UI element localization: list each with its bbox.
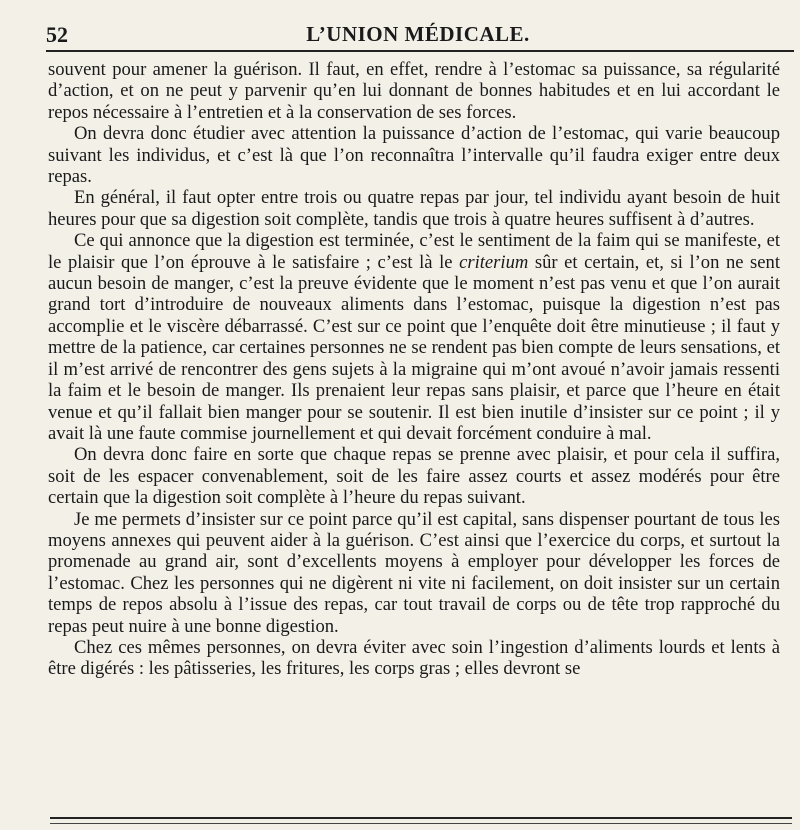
paragraph-4-part-1: Ce qui annonce que la digestion est terminée, c’est le sentiment de la faim qui se manifeste, et le plaisir que l’on éprouve à le satisfaire ; c’est là le: [48, 230, 780, 273]
paragraph-1: souvent pour amener la guérison. Il faut, en effet, rendre à l’estomac sa puissance, sa régularité d’action, et on ne peut y parvenir qu’en lui donnant de bonnes habitudes et en lui accordant le repos nécessaire à l’entretien et à la conservation de ses forces.: [48, 59, 780, 123]
paragraph-5: On devra donc faire en sorte que chaque repas se prenne avec plaisir, et pour cela il suffira, soit de les espacer convenablement, soit de les faire assez courts et assez modérés pour être certain que la digestion soit complète à l’heure du repas suivant.: [48, 444, 780, 509]
paragraph-7: Chez ces mêmes personnes, on devra éviter avec soin l’ingestion d’aliments lourds et lents à être digérés : les pâtisseries, les fritures, les corps gras ; elles devront se: [48, 636, 780, 680]
criterium-word: criterium: [459, 251, 529, 273]
paragraph-3: En général, il faut opter entre trois ou quatre repas par jour, tel individu ayant besoin de huit heures pour que sa digestion soit complète, tandis que trois à quatre heures suffisent à d’autres.: [48, 187, 780, 230]
paragraph-6: Je me permets d’insister sur ce point parce qu’il est capital, sans dispenser pourtant de tous les moyens annexes qui peuvent aider à la guérison. C’est ainsi que l’exercice du corps, et surtout la promenade au grand air, sont d’excellents moyens à employer pour développer les forces de l’estomac. Chez les personnes qui ne digèrent ni vite ni facilement, on doit insister sur un certain temps de repos absolu à l’issue des repas, car tout travail de corps ou de tête trop rapproché du repas peut nuire à une bonne digestion.: [48, 508, 780, 637]
page-number: 52: [46, 22, 68, 47]
journal-title: L’UNION MÉDICALE.: [306, 22, 530, 46]
paragraph-2: On devra donc étudier avec attention la puissance d’action de l’estomac, qui varie beaucoup suivant les individus, et c’est là que l’on reconnaîtra l’intervalle qu’il faudra exiger entre deux repas.: [48, 123, 780, 188]
page-header: [46, 18, 790, 50]
footer-rule-thick: [50, 817, 792, 819]
paragraph-4: [48, 230, 780, 444]
paragraph-4-part-2: sûr et certain, et, si l’on ne sent aucun besoin de manger, c’est la preuve évidente que le moment n’est pas venu et que l’on aurait grand tort d’introduire de nouveaux aliments dans l’estomac, puisque la digestion n’est pas accomplie et le viscère débarrassé. C’est sur ce point que l’enquête doit être minutieuse ; il faut y mettre de la patience, car certaines personnes ne se rendent pas bien compte de leurs sensations, et il m’est arrivé de rencontrer des gens sujets à la migraine qui m’ont avoué n’avoir jamais ressenti la faim et le besoin de manger. Ils prenaient leur repas sans plaisir, et parce que l’heure en était venue et qu’il fallait bien manger pour se soutenir. Il est bien inutile d’insister sur ce point ; il y avait là une faute commise journellement et qui devait forcément conduire à mal.: [48, 251, 781, 444]
header-rule: [46, 50, 794, 52]
article-body: [48, 59, 780, 680]
footer-rule-thin: [50, 823, 792, 824]
